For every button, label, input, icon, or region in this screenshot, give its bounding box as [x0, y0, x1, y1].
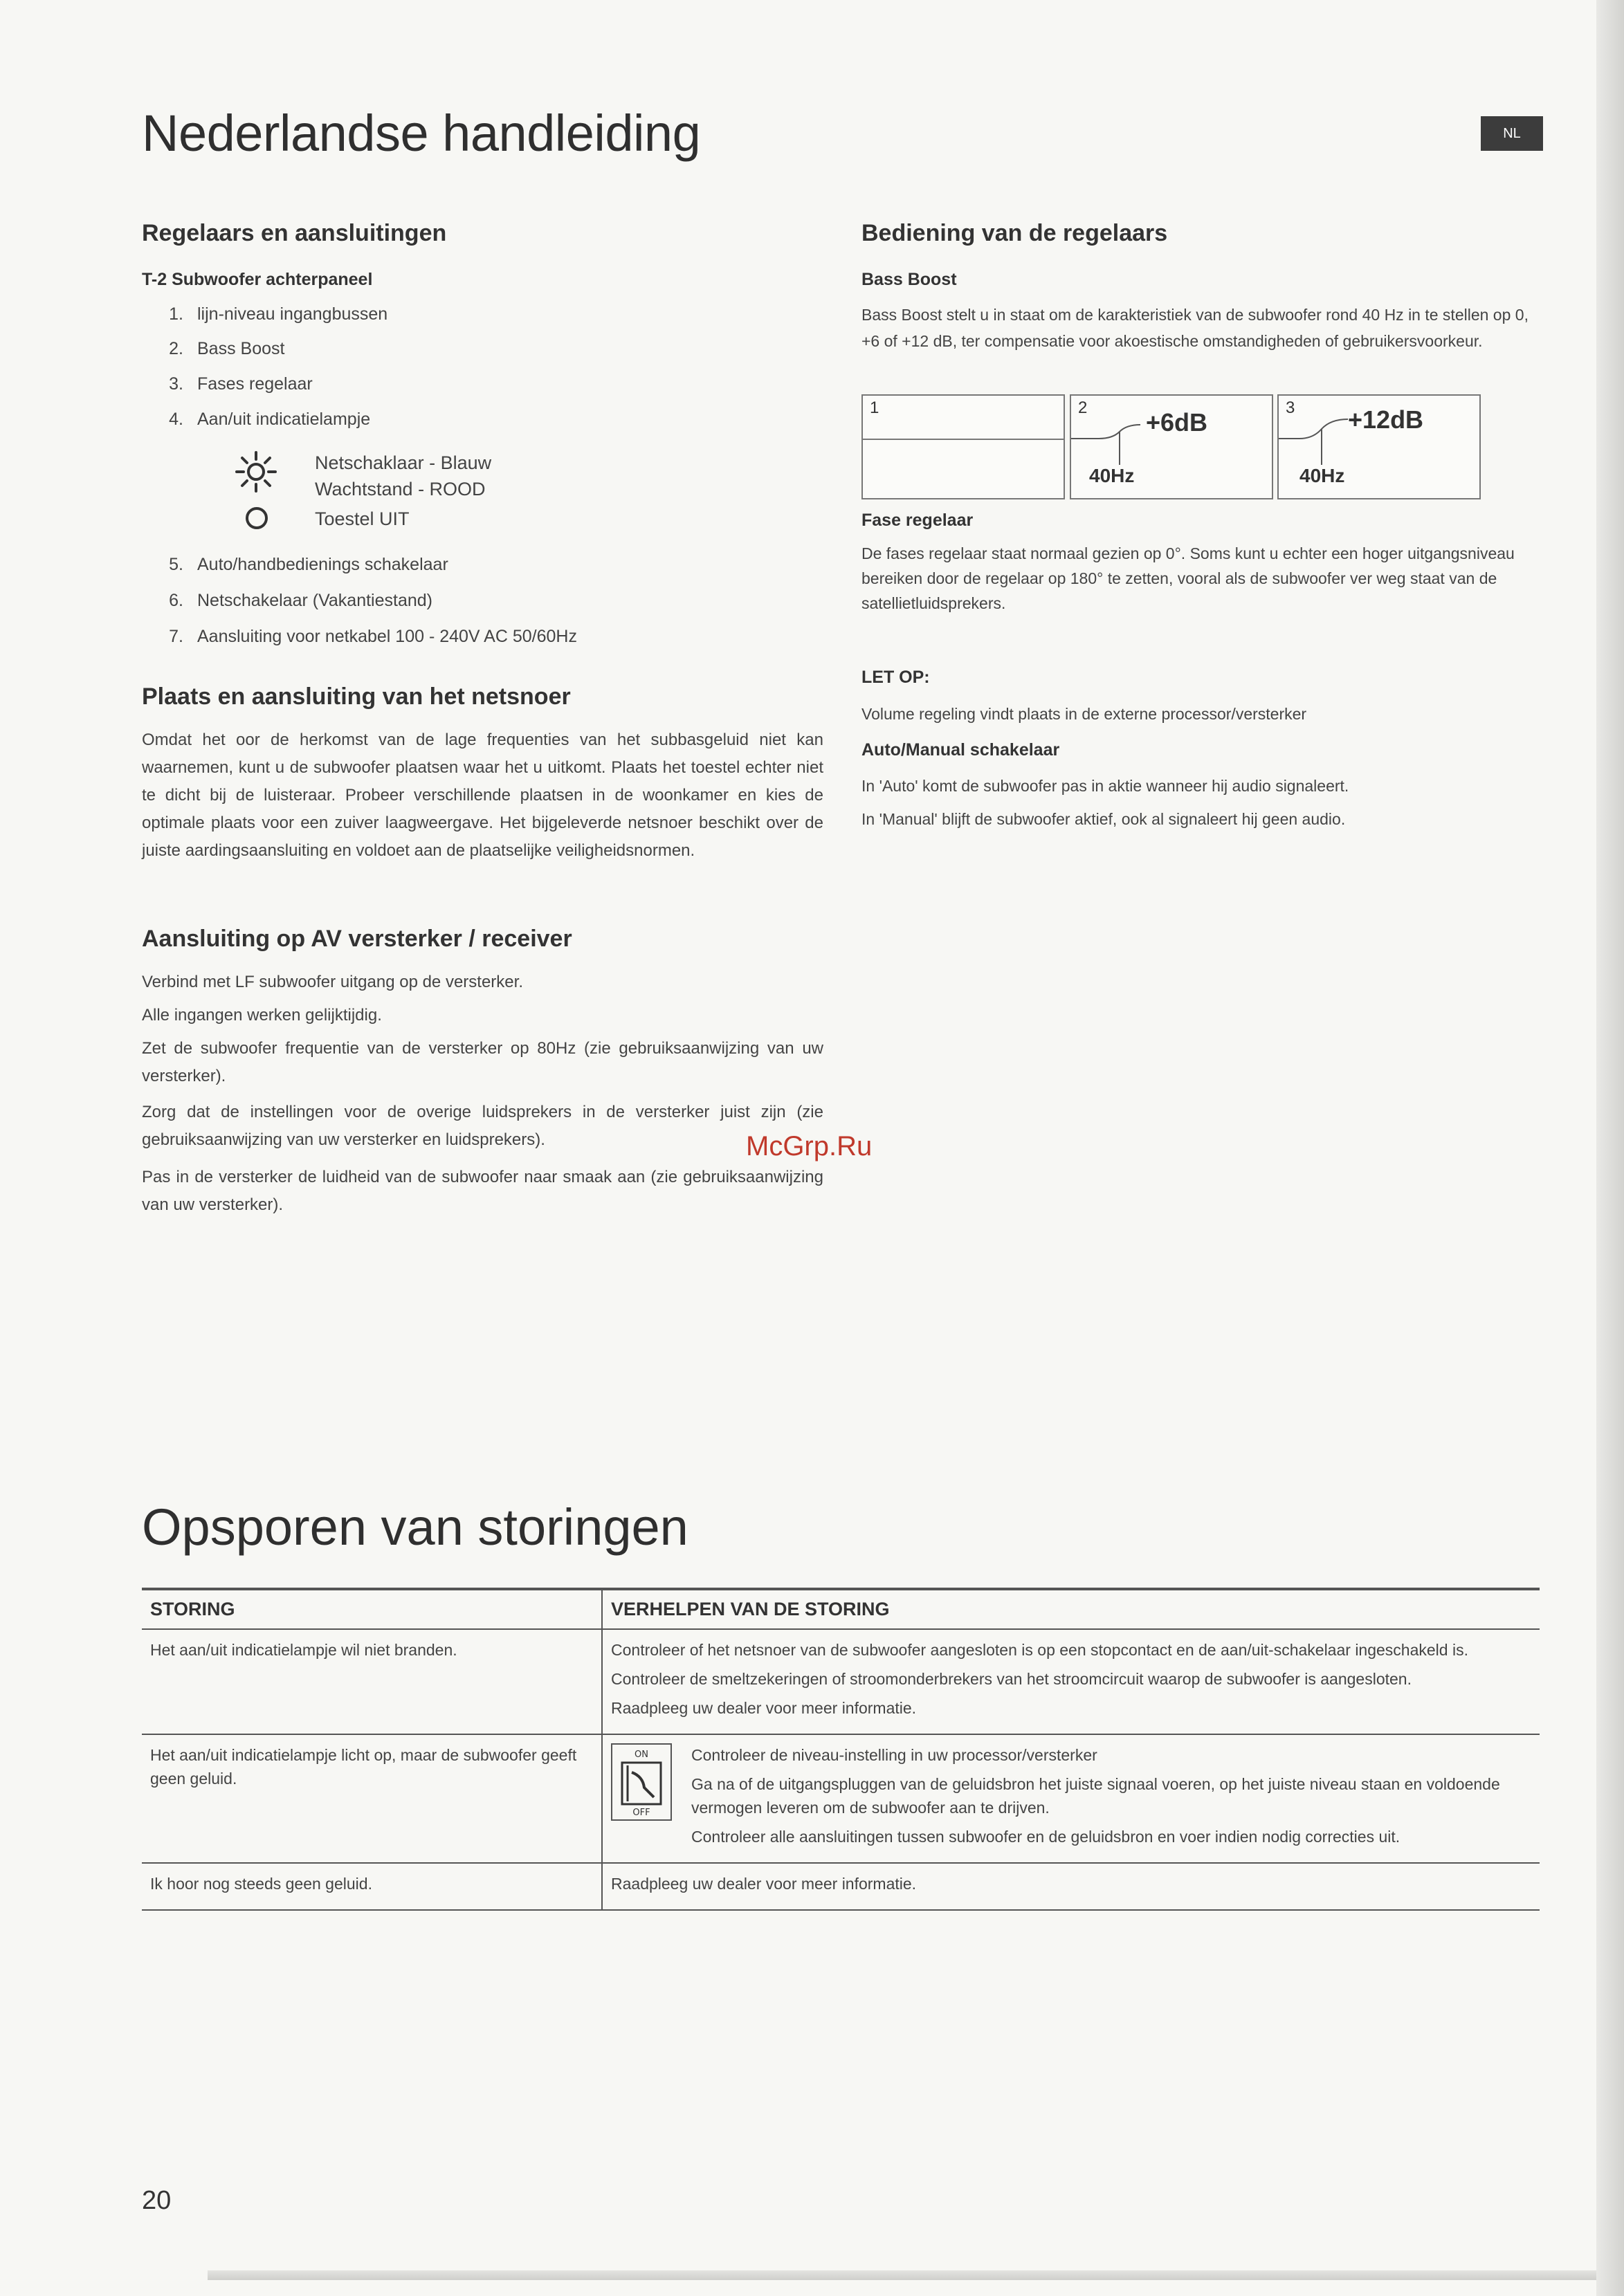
placement-heading: Plaats en aansluiting van het netsnoer	[142, 683, 571, 710]
indicator-off-icon	[244, 505, 270, 531]
language-badge: NL	[1481, 116, 1543, 151]
list-item: 3. Fases regelaar	[169, 374, 313, 394]
problem-cell: Ik hoor nog steeds geen geluid.	[142, 1863, 602, 1910]
fix-item: Controleer alle aansluitingen tussen subwoofer en de geluidsbron en voer indien nodig correcties uit.	[691, 1828, 1401, 1846]
auto-manual-text: In 'Manual' blijft de subwoofer aktief, ook al signaleert hij geen audio.	[861, 810, 1346, 828]
column-header-problem: STORING	[142, 1589, 602, 1629]
list-item: 6. Netschakelaar (Vakantiestand)	[169, 591, 432, 610]
table-row	[142, 1863, 1540, 1910]
note-title: LET OP:	[861, 668, 930, 687]
bass-boost-title: Bass Boost	[861, 270, 957, 289]
problem-cell: Het aan/uit indicatielampje wil niet branden.	[142, 1629, 602, 1734]
troubleshooting-table	[142, 1588, 1540, 1911]
list-item: 7. Aansluiting voor netkabel 100 - 240V AC 50/60Hz	[169, 627, 577, 646]
table-row	[142, 1629, 1540, 1734]
fix-item: Controleer de niveau-instelling in uw processor/versterker	[691, 1746, 1097, 1764]
fix-item: Controleer of het netsnoer van de subwoofer aangesloten is op een stopcontact en de aan/uit-schakelaar ingeschakeld is.	[611, 1641, 1468, 1659]
fix-cell	[602, 1734, 1540, 1863]
note-text: Volume regeling vindt plaats in de externe processor/versterker	[861, 705, 1307, 723]
bass-boost-setting-3: 3 +12dB 40Hz	[1277, 394, 1481, 499]
operation-heading: Bediening van de regelaars	[861, 220, 1168, 246]
legend-power-blue: Netschaklaar - Blauw	[315, 452, 492, 473]
page-edge-shadow	[1596, 0, 1624, 2296]
list-item: 5. Auto/handbedienings schakelaar	[169, 555, 448, 574]
fix-item: Raadpleeg uw dealer voor meer informatie.	[611, 1699, 917, 1717]
table-header-row	[142, 1589, 1540, 1629]
svg-text:ON: ON	[635, 1749, 648, 1760]
list-item: 4. Aan/uit indicatielampje	[169, 410, 371, 429]
bass-boost-setting-2: 2 +6dB 40Hz	[1070, 394, 1273, 499]
watermark: McGrp.Ru	[746, 1131, 873, 1161]
av-paragraph: Alle ingangen werken gelijktijdig.	[142, 1006, 382, 1025]
av-paragraph: Zet de subwoofer frequentie van de versterker op 80Hz (zie gebruiksaanwijzing van uw versterker).	[142, 1039, 823, 1085]
page-title: Nederlandse handleiding	[142, 104, 701, 162]
fix-cell	[602, 1863, 1540, 1910]
legend-off: Toestel UIT	[315, 508, 410, 529]
list-item: 1. lijn-niveau ingangbussen	[169, 304, 388, 324]
fix-item: Controleer de smeltzekeringen of stroomonderbrekers van het stroomcircuit waarop de subwoofer is aangesloten.	[611, 1670, 1412, 1688]
column-header-fix: VERHELPEN VAN DE STORING	[602, 1589, 1540, 1629]
auto-manual-title: Auto/Manual schakelaar	[861, 740, 1060, 760]
phase-title: Fase regelaar	[861, 511, 974, 530]
troubleshooting-title: Opsporen van storingen	[142, 1498, 688, 1556]
av-paragraph: Verbind met LF subwoofer uitgang op de versterker.	[142, 973, 523, 991]
bass-boost-text: Bass Boost stelt u in staat om de karakteristiek van de subwoofer rond 40 Hz in te stellen op 0, +6 of +12 dB, ter compensatie voor akoestische omstandigheden of gebruikersvoorkeur.	[861, 306, 1529, 350]
bass-boost-setting-1: 1	[861, 394, 1065, 499]
power-switch-icon	[611, 1743, 672, 1821]
indicator-light-icon	[234, 450, 278, 494]
panel-title: T-2 Subwoofer achterpaneel	[142, 270, 373, 289]
placement-text: Omdat het oor de herkomst van de lage frequenties van het subbasgeluid niet kan waarnemen, kunt u de subwoofer plaatsen waar het u uitkomt. Plaats het toestel echter niet te dicht bij de luisteraar. Probeer verschillende plaatsen in de woonkamer en kies de optimale plaats voor een zuiver laagweergave. Het bijgeleverde netsnoer beschikt over de juiste aardingsaansluiting en voldoet aan de plaatselijke veiligheidsnormen.	[142, 731, 823, 860]
fix-item: Raadpleeg uw dealer voor meer informatie.	[611, 1875, 917, 1893]
table-row	[142, 1734, 1540, 1863]
av-heading: Aansluiting op AV versterker / receiver	[142, 926, 572, 952]
fix-cell	[602, 1629, 1540, 1734]
fix-item: Ga na of de uitgangspluggen van de geluidsbron het juiste signaal voeren, op het juiste niveau staan en voldoende vermogen leveren om de subwoofer aan te drijven.	[691, 1775, 1500, 1817]
svg-text:OFF: OFF	[632, 1808, 650, 1818]
av-paragraph: Zorg dat de instellingen voor de overige luidsprekers in de versterker juist zijn (zie gebruiksaanwijzing van uw versterker en luidsprekers).	[142, 1103, 823, 1149]
auto-manual-text: In 'Auto' komt de subwoofer pas in aktie wanneer hij audio signaleert.	[861, 777, 1349, 795]
controls-heading: Regelaars en aansluitingen	[142, 220, 447, 246]
page-number: 20	[142, 2186, 172, 2215]
list-item: 2. Bass Boost	[169, 339, 285, 358]
phase-text: De fases regelaar staat normaal gezien op 0°. Soms kunt u echter een hoger uitgangsniveau bereiken door de regelaar op 180° te zetten, vooral als de subwoofer ver weg staat van de satellietluidsprekers.	[861, 544, 1515, 612]
bottom-edge-shadow	[208, 2270, 1596, 2280]
problem-cell: Het aan/uit indicatielampje licht op, maar de subwoofer geeft geen geluid.	[142, 1734, 602, 1863]
av-paragraph: Pas in de versterker de luidheid van de subwoofer naar smaak aan (zie gebruiksaanwijzing van uw versterker).	[142, 1168, 823, 1214]
legend-standby-red: Wachtstand - ROOD	[315, 479, 486, 499]
